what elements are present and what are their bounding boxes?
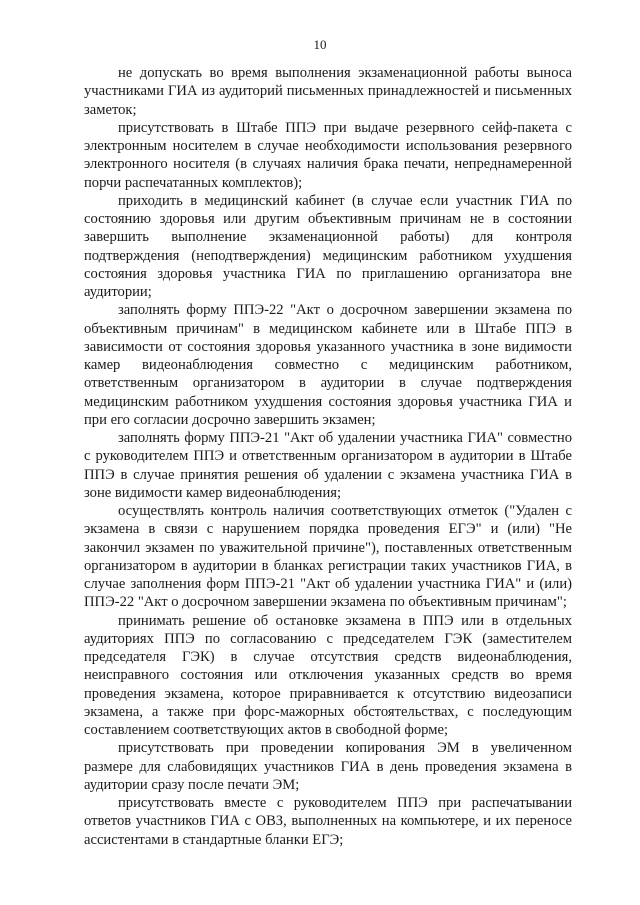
paragraph-4: заполнять форму ППЭ-22 "Акт о досрочном завершении экзамена по объективным причинам" в медицинском кабинете или в Штабе ППЭ в зависимости от состояния здоровья указанного участника в зоне видимости камер видеонаблюдения совместно с медицинским работником, ответственным организатором в аудитории в случае подтверждения медицинским работником ухудшения состояния здоровья участника ГИА и при его согласии досрочно завершить экзамен; bbox=[84, 302, 572, 428]
paragraph-7: принимать решение об остановке экзамена в ППЭ или в отдельных аудиториях ППЭ по согласованию с председателем ГЭК (заместителем председателя ГЭК) в случае отсутствия средств видеонаблюдения, неисправного состояния или отключения указанных средств во время проведения экзамена, которое приравнивается к отсутствию видеозаписи экзамена, а также при форс-мажорных обстоятельствах, с последующим составлением соответствующих актов в свободной форме; bbox=[84, 612, 572, 738]
paragraph-8: присутствовать при проведении копирования ЭМ в увеличенном размере для слабовидящих участников ГИА в день проведения экзамена в аудитории сразу после печати ЭМ; bbox=[84, 740, 572, 793]
document-body bbox=[84, 64, 572, 849]
paragraph-1: не допускать во время выполнения экзаменационной работы выноса участниками ГИА из аудиторий письменных принадлежностей и письменных заметок; bbox=[84, 65, 572, 118]
paragraph-5: заполнять форму ППЭ-21 "Акт об удалении участника ГИА" совместно с руководителем ППЭ и ответственным организатором в аудитории в Штабе ППЭ в случае принятия решения об удалении с экзамена участника ГИА в зоне видимости камер видеонаблюдения; bbox=[84, 430, 572, 501]
page-number: 10 bbox=[313, 37, 327, 52]
paragraph-3: приходить в медицинский кабинет (в случае если участник ГИА по состоянию здоровья или другим объективным причинам не в состоянии завершить выполнение экзаменационной работы) для контроля подтверждения (неподтверждения) медицинским работником ухудшения состояния здоровья участника ГИА по приглашению организатора вне аудитории; bbox=[84, 192, 572, 300]
paragraph-9: присутствовать вместе с руководителем ППЭ при распечатывании ответов участников ГИА с ОВЗ, выполненных на компьютере, и их переносе ассистентами в стандартные бланки ЕГЭ; bbox=[84, 795, 572, 848]
paragraph-6: осуществлять контроль наличия соответствующих отметок ("Удален с экзамена в связи с нарушением порядка проведения ЕГЭ" и (или) "Не закончил экзамен по уважительной причине"), поставленных ответственным организатором в аудитории в бланках регистрации таких участников ГИА, в случае заполнения форм ППЭ-21 "Акт об удалении участника ГИА" и (или) ППЭ-22 "Акт о досрочном завершении экзамена по объективным причинам"; bbox=[84, 503, 572, 611]
paragraph-2: присутствовать в Штабе ППЭ при выдаче резервного сейф-пакета с электронным носителем в случае необходимости использования резервного электронного носителя (в случаях наличия брака печати, непреднамеренной порчи распечатанных комплектов); bbox=[84, 119, 572, 191]
